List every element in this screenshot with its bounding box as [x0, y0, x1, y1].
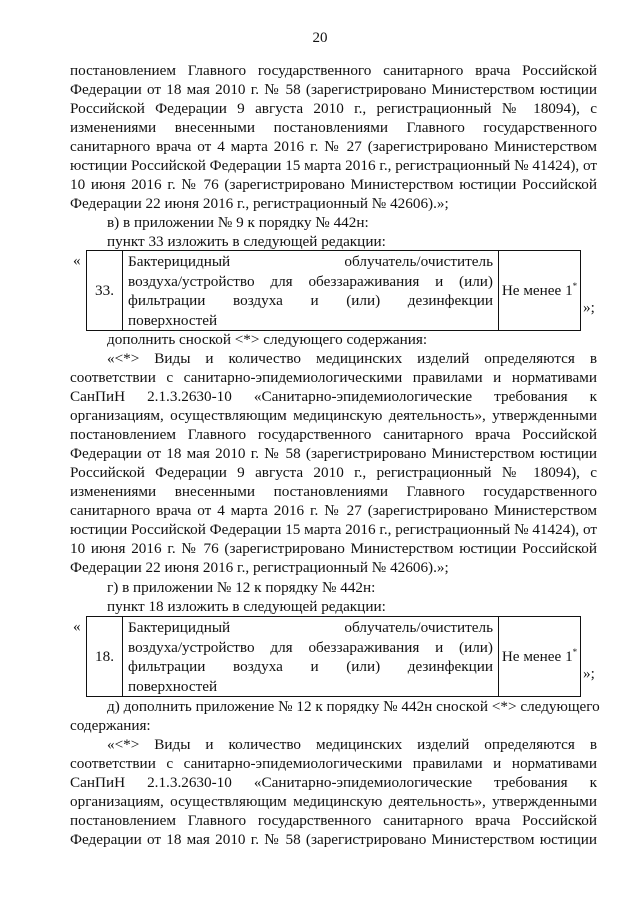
- footnote-mark: *: [572, 280, 578, 291]
- text-line: организациям, осуществляющим медицинскую деятельность», утвержденными: [70, 793, 597, 810]
- item-g: г) в приложении № 12 к порядку № 442н:: [107, 579, 376, 596]
- text-line: Российской Федерации 9 августа 2010 г., регистрационный № 18094), с: [70, 100, 597, 117]
- text-line: Федерации от 18 мая 2010 г. № 58 (зарегистрировано Министерством юстиции: [70, 81, 597, 98]
- text-line: 10 июня 2016 г. № 76 (зарегистрировано Министерством юстиции Российской: [70, 540, 597, 557]
- value-text: Не менее 1: [501, 647, 573, 665]
- text-line: «<*> Виды и количество медицинских изделий определяются в: [107, 736, 597, 753]
- text-line: постановлением Главного государственного санитарного врача Российской: [70, 812, 597, 829]
- table-close-quote: »;: [583, 299, 595, 316]
- desc-line: воздуха/устройство для обеззараживания и (или): [128, 272, 493, 290]
- table-point-18: [86, 616, 581, 697]
- text-line: СанПиН 2.1.3.2630-10 «Санитарно-эпидемиологические требования к: [70, 388, 597, 405]
- text-line: санитарного врача от 4 марта 2016 г. № 27 (зарегистрировано Министерством: [70, 502, 597, 519]
- table-point-33: [86, 250, 581, 331]
- text-line: соответствии с санитарно-эпидемиологическими правилами и нормативами: [70, 755, 597, 772]
- table-cell-number: 18.: [87, 617, 123, 697]
- text-line: постановлением Главного государственного санитарного врача Российской: [70, 426, 597, 443]
- text-line: 10 июня 2016 г. № 76 (зарегистрировано Министерством юстиции Российской: [70, 176, 597, 193]
- value-text: Не менее 1: [501, 281, 573, 299]
- item-g-point: пункт 18 изложить в следующей редакции:: [107, 598, 386, 615]
- text-line: Федерации от 18 мая 2010 г. № 58 (зарегистрировано Министерством юстиции: [70, 445, 597, 462]
- desc-line: Бактерицидный облучатель/очиститель: [128, 619, 493, 636]
- footnote-mark: *: [572, 646, 578, 657]
- text-line: изменениями внесенными постановлениями Главного государственного: [70, 119, 597, 136]
- table-cell-number: 33.: [87, 251, 123, 331]
- text-line: постановлением Главного государственного санитарного врача Российской: [70, 62, 597, 79]
- desc-line: фильтрации воздуха и (или) дезинфекции: [128, 658, 493, 675]
- text-line: «<*> Виды и количество медицинских изделий определяются в: [107, 350, 597, 367]
- desc-line: фильтрации воздуха и (или) дезинфекции: [128, 292, 493, 309]
- desc-line: Бактерицидный облучатель/очиститель: [128, 253, 493, 270]
- text-line: соответствии с санитарно-эпидемиологическими правилами и нормативами: [70, 369, 597, 386]
- text-line: Федерации 22 июня 2016 г., регистрационный № 42606).»;: [70, 559, 449, 576]
- text-line: санитарного врача от 4 марта 2016 г. № 27 (зарегистрировано Министерством: [70, 138, 597, 155]
- table-close-quote: »;: [583, 665, 595, 682]
- text-line: СанПиН 2.1.3.2630-10 «Санитарно-эпидемиологические требования к: [70, 774, 597, 791]
- table-cell-value: [499, 251, 581, 331]
- table-cell-description: [123, 617, 499, 697]
- desc-line: воздуха/устройство для обеззараживания и (или): [128, 638, 493, 656]
- text-line: организациям, осуществляющим медицинскую деятельность», утвержденными: [70, 407, 597, 424]
- text-line: Российской Федерации 9 августа 2010 г., регистрационный № 18094), с: [70, 464, 597, 481]
- table-open-quote: «: [73, 252, 81, 269]
- text-line: юстиции Российской Федерации 15 марта 2016 г., регистрационный № 41424), от: [70, 521, 598, 538]
- table-cell-value: [499, 617, 581, 697]
- text-line: юстиции Российской Федерации 15 марта 2016 г., регистрационный № 41424), от: [70, 157, 598, 174]
- text-line: Федерации 22 июня 2016 г., регистрационный № 42606).»;: [70, 195, 449, 212]
- desc-line: поверхностей: [128, 311, 218, 329]
- item-d-cont: содержания:: [70, 717, 151, 734]
- table-cell-description: [123, 251, 499, 331]
- item-d: д) дополнить приложение № 12 к порядку № 442н сноской <*> следующего: [107, 698, 600, 715]
- desc-line: поверхностей: [128, 677, 218, 695]
- page-number: 20: [312, 30, 328, 46]
- item-v-point: пункт 33 изложить в следующей редакции:: [107, 233, 386, 250]
- text-line: Федерации от 18 мая 2010 г. № 58 (зарегистрировано Министерством юстиции: [70, 831, 597, 848]
- item-v: в) в приложении № 9 к порядку № 442н:: [107, 214, 369, 231]
- text-line: изменениями внесенными постановлениями Главного государственного: [70, 483, 597, 500]
- footnote-intro: дополнить сноской <*> следующего содержания:: [107, 331, 428, 348]
- table-open-quote: «: [73, 618, 81, 635]
